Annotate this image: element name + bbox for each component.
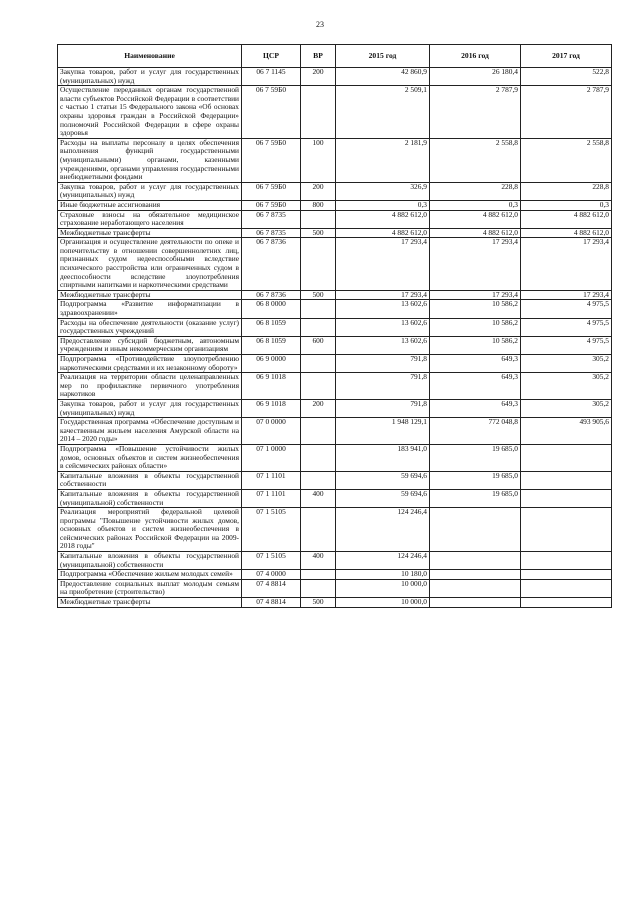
table-row — [58, 444, 612, 471]
row-csr: 07 1 1101 — [242, 471, 301, 489]
row-csr: 06 9 1018 — [242, 373, 301, 400]
row-2015: 0,3 — [336, 200, 430, 210]
row-2015: 42 860,9 — [336, 68, 430, 86]
row-name: Предоставление социальных выплат молодым семьям на приобретение (строительство) — [58, 579, 242, 597]
row-csr: 06 9 0000 — [242, 355, 301, 373]
row-name: Подпрограмма «Обеспечение жильем молодых семей» — [58, 570, 242, 580]
row-name: Организация и осуществление деятельности по опеке и попечительству в отношении совершеннолетних лиц, признанных судом недееспособными вследствие психического расстройства или ограниченных судом в дееспособности вследствие злоупотребления спиртными напитками и наркотическими средствами — [58, 238, 242, 291]
row-vr — [301, 355, 336, 373]
row-2015: 1 948 129,1 — [336, 418, 430, 445]
row-vr — [301, 210, 336, 228]
row-2015: 124 246,4 — [336, 508, 430, 552]
row-name: Закупка товаров, работ и услуг для государственных (муниципальных) нужд — [58, 182, 242, 200]
row-name: Подпрограмма «Повышение устойчивости жилых домов, основных объектов и систем жизнеобеспечения в сейсмических районах области» — [58, 444, 242, 471]
row-2016: 4 882 612,0 — [430, 210, 521, 228]
table-row — [58, 238, 612, 291]
table-row — [58, 552, 612, 570]
row-2016 — [430, 508, 521, 552]
row-2016: 2 787,9 — [430, 86, 521, 139]
row-2017: 17 293,4 — [521, 290, 612, 300]
row-csr: 06 9 1018 — [242, 399, 301, 417]
row-name: Межбюджетные трансферты — [58, 598, 242, 608]
row-name: Расходы на обеспечение деятельности (оказание услуг) государственных учреждений — [58, 318, 242, 336]
row-vr: 600 — [301, 336, 336, 354]
row-2015: 2 181,9 — [336, 138, 430, 182]
row-2017 — [521, 579, 612, 597]
table-row — [58, 210, 612, 228]
row-vr: 500 — [301, 228, 336, 238]
row-2015: 17 293,4 — [336, 238, 430, 291]
row-name: Реализация на территории области целенаправленных мер по профилактике первичного употребления наркотиков — [58, 373, 242, 400]
row-vr: 400 — [301, 489, 336, 507]
row-name: Межбюджетные трансферты — [58, 290, 242, 300]
row-2017: 228,8 — [521, 182, 612, 200]
row-2016: 772 048,8 — [430, 418, 521, 445]
row-2017: 305,2 — [521, 355, 612, 373]
row-2016: 10 586,2 — [430, 318, 521, 336]
row-2015: 2 509,1 — [336, 86, 430, 139]
row-2017: 4 975,5 — [521, 336, 612, 354]
table-row — [58, 355, 612, 373]
page-number: 23 — [316, 20, 324, 29]
row-2016: 26 180,4 — [430, 68, 521, 86]
row-csr: 07 1 1101 — [242, 489, 301, 507]
row-vr: 500 — [301, 598, 336, 608]
header-2015: 2015 год — [336, 45, 430, 68]
row-name: Реализация мероприятий федеральной целевой программы "Повышение устойчивости жилых домов, основных объектов и систем жизнеобеспечения в сейсмических районах Российской Федерации на 2009-2018 годы" — [58, 508, 242, 552]
row-vr — [301, 471, 336, 489]
row-csr: 07 4 8814 — [242, 598, 301, 608]
row-vr — [301, 444, 336, 471]
row-2015: 10 180,0 — [336, 570, 430, 580]
row-name: Подпрограмма «Развитие информатизации в здравоохранении» — [58, 300, 242, 318]
row-csr: 06 8 1059 — [242, 336, 301, 354]
row-2016: 228,8 — [430, 182, 521, 200]
table-row — [58, 138, 612, 182]
row-name: Иные бюджетные ассигнования — [58, 200, 242, 210]
row-2017: 2 558,8 — [521, 138, 612, 182]
row-2015: 183 941,0 — [336, 444, 430, 471]
row-2016: 17 293,4 — [430, 238, 521, 291]
row-2016: 649,3 — [430, 399, 521, 417]
table-row — [58, 489, 612, 507]
table-row — [58, 570, 612, 580]
row-2016 — [430, 552, 521, 570]
row-2016: 10 586,2 — [430, 336, 521, 354]
row-csr: 07 0 0000 — [242, 418, 301, 445]
row-2017: 0,3 — [521, 200, 612, 210]
table-row — [58, 86, 612, 139]
row-2016: 10 586,2 — [430, 300, 521, 318]
row-2015: 326,9 — [336, 182, 430, 200]
header-name: Наименование — [58, 45, 242, 68]
row-csr: 07 1 0000 — [242, 444, 301, 471]
row-name: Расходы на выплаты персоналу в целях обеспечения выполнения функций государственными (муниципальными) органами, казенными учреждениями, органами управления государственными внебюджетными фондами — [58, 138, 242, 182]
row-csr: 06 8 0000 — [242, 300, 301, 318]
row-2017: 17 293,4 — [521, 238, 612, 291]
row-2015: 791,8 — [336, 399, 430, 417]
row-csr: 06 7 59Б0 — [242, 138, 301, 182]
table-row — [58, 399, 612, 417]
row-2015: 124 246,4 — [336, 552, 430, 570]
row-2017: 522,8 — [521, 68, 612, 86]
row-vr: 200 — [301, 399, 336, 417]
table-row — [58, 418, 612, 445]
row-2016: 649,3 — [430, 355, 521, 373]
row-csr: 07 4 8814 — [242, 579, 301, 597]
row-2017 — [521, 471, 612, 489]
table-row — [58, 318, 612, 336]
row-2017: 305,2 — [521, 373, 612, 400]
row-2017 — [521, 508, 612, 552]
row-2016: 4 882 612,0 — [430, 228, 521, 238]
row-2016 — [430, 570, 521, 580]
row-2015: 4 882 612,0 — [336, 228, 430, 238]
table-row — [58, 182, 612, 200]
row-name: Осуществление переданных органам государственной власти субъектов Российской Федерации в соответствии с частью 1 статьи 15 Федерального закона «Об основах охраны здоровья граждан в Российской Федерации» полномочий Российской Федерации в сфере охраны здоровья — [58, 86, 242, 139]
table-row — [58, 471, 612, 489]
header-vr: ВР — [301, 45, 336, 68]
row-2016 — [430, 579, 521, 597]
row-csr: 06 8 1059 — [242, 318, 301, 336]
header-2017: 2017 год — [521, 45, 612, 68]
row-2015: 4 882 612,0 — [336, 210, 430, 228]
row-csr: 06 7 59Б0 — [242, 86, 301, 139]
row-2017 — [521, 570, 612, 580]
row-2016: 649,3 — [430, 373, 521, 400]
row-vr: 200 — [301, 68, 336, 86]
row-csr: 07 4 0000 — [242, 570, 301, 580]
row-2017: 2 787,9 — [521, 86, 612, 139]
table-row — [58, 373, 612, 400]
table-row — [58, 598, 612, 608]
row-vr — [301, 508, 336, 552]
row-name: Закупка товаров, работ и услуг для государственных (муниципальных) нужд — [58, 399, 242, 417]
row-2017: 493 905,6 — [521, 418, 612, 445]
table-row — [58, 228, 612, 238]
row-vr — [301, 579, 336, 597]
row-csr: 06 7 8735 — [242, 210, 301, 228]
row-csr: 07 1 5105 — [242, 552, 301, 570]
row-2015: 13 602,6 — [336, 336, 430, 354]
row-2015: 13 602,6 — [336, 318, 430, 336]
row-2015: 791,8 — [336, 355, 430, 373]
header-csr: ЦСР — [242, 45, 301, 68]
row-2016: 2 558,8 — [430, 138, 521, 182]
row-name: Капитальные вложения в объекты государственной (муниципальной) собственности — [58, 552, 242, 570]
table-row — [58, 200, 612, 210]
row-2015: 59 694,6 — [336, 471, 430, 489]
row-vr — [301, 373, 336, 400]
row-vr — [301, 570, 336, 580]
row-vr — [301, 86, 336, 139]
row-2017 — [521, 598, 612, 608]
row-2015: 791,8 — [336, 373, 430, 400]
header-2016: 2016 год — [430, 45, 521, 68]
table-row — [58, 579, 612, 597]
row-vr: 200 — [301, 182, 336, 200]
row-name: Закупка товаров, работ и услуг для государственных (муниципальных) нужд — [58, 68, 242, 86]
row-name: Государственная программа «Обеспечение доступным и качественным жильем населения Амурской области на 2014 – 2020 годы» — [58, 418, 242, 445]
row-2015: 13 602,6 — [336, 300, 430, 318]
row-2017 — [521, 444, 612, 471]
row-name: Подпрограмма «Противодействие злоупотреблению наркотическими средствами и их незаконному обороту» — [58, 355, 242, 373]
table-row — [58, 68, 612, 86]
row-vr: 400 — [301, 552, 336, 570]
row-2017: 4 975,5 — [521, 318, 612, 336]
row-csr: 06 7 59Б0 — [242, 182, 301, 200]
table-row — [58, 290, 612, 300]
row-name: Капитальные вложения в объекты государственной собственности — [58, 471, 242, 489]
row-csr: 06 7 1145 — [242, 68, 301, 86]
row-2017 — [521, 489, 612, 507]
budget-table — [57, 44, 612, 608]
row-csr: 06 7 8735 — [242, 228, 301, 238]
row-2015: 10 000,0 — [336, 598, 430, 608]
row-2015: 59 694,6 — [336, 489, 430, 507]
row-2017: 4 975,5 — [521, 300, 612, 318]
row-csr: 06 7 59Б0 — [242, 200, 301, 210]
row-csr: 07 1 5105 — [242, 508, 301, 552]
row-2017: 4 882 612,0 — [521, 210, 612, 228]
row-2015: 10 000,0 — [336, 579, 430, 597]
table-row — [58, 300, 612, 318]
row-name: Предоставление субсидий бюджетным, автономным учреждениям и иным некоммерческим организациям — [58, 336, 242, 354]
table-row — [58, 508, 612, 552]
row-2017 — [521, 552, 612, 570]
row-name: Страховые взносы на обязательное медицинское страхование неработающего населения — [58, 210, 242, 228]
row-name: Межбюджетные трансферты — [58, 228, 242, 238]
row-vr — [301, 300, 336, 318]
row-vr — [301, 318, 336, 336]
row-vr — [301, 418, 336, 445]
row-2017: 305,2 — [521, 399, 612, 417]
row-2016: 19 685,0 — [430, 489, 521, 507]
row-2016: 19 685,0 — [430, 444, 521, 471]
row-2017: 4 882 612,0 — [521, 228, 612, 238]
row-name: Капитальные вложения в объекты государственной (муниципальной) собственности — [58, 489, 242, 507]
table-header-row — [58, 45, 612, 68]
row-vr: 800 — [301, 200, 336, 210]
row-vr: 100 — [301, 138, 336, 182]
row-csr: 06 7 8736 — [242, 238, 301, 291]
row-csr: 06 7 8736 — [242, 290, 301, 300]
row-vr — [301, 238, 336, 291]
table-row — [58, 336, 612, 354]
row-2015: 17 293,4 — [336, 290, 430, 300]
row-2016 — [430, 598, 521, 608]
row-2016: 17 293,4 — [430, 290, 521, 300]
row-2016: 19 685,0 — [430, 471, 521, 489]
row-2016: 0,3 — [430, 200, 521, 210]
row-vr: 500 — [301, 290, 336, 300]
